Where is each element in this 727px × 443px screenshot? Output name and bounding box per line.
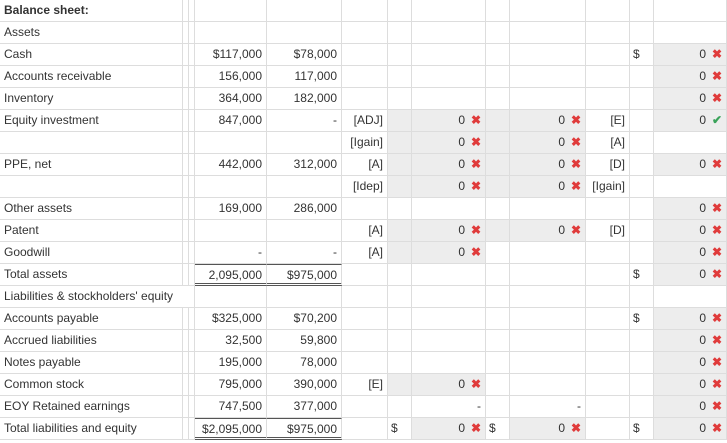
check-icon: ✔ (712, 113, 723, 127)
dollar-sign: $ (630, 264, 654, 286)
cross-icon: ✖ (712, 91, 723, 105)
cross-icon: ✖ (712, 421, 723, 435)
cross-icon: ✖ (571, 179, 582, 193)
sheet-title: Balance sheet: (0, 0, 183, 22)
row-label: Patent (0, 220, 183, 242)
sub-value: 390,000 (267, 374, 342, 396)
row-ppe (0, 154, 727, 176)
parent-value: $117,000 (195, 44, 267, 66)
consolidated-input[interactable]: 0 ✖ (654, 44, 727, 66)
consolidated-input[interactable]: 0 ✔ (654, 110, 727, 132)
sub-value: 286,000 (267, 198, 342, 220)
credit-ref-dropdown[interactable]: [D] (586, 220, 630, 242)
debit-input[interactable]: 0 ✖ (412, 374, 486, 396)
consolidated-input[interactable]: 0 ✖ (654, 374, 727, 396)
cross-icon: ✖ (571, 113, 582, 127)
dollar-sign: $ (630, 418, 654, 440)
consolidated-total-input[interactable]: 0 ✖ (654, 418, 727, 440)
row-total-liabilities-equity (0, 418, 727, 443)
parent-total: $2,095,000 (195, 418, 267, 440)
debit-input[interactable]: 0 ✖ (412, 154, 486, 176)
parent-value: 747,500 (195, 396, 267, 418)
row-idep (0, 176, 727, 198)
sub-value: 78,000 (267, 352, 342, 374)
row-patent (0, 220, 727, 242)
parent-value: - (195, 242, 267, 264)
debit-input[interactable]: 0 ✖ (412, 110, 486, 132)
credit-ref-dropdown[interactable]: [Igain] (586, 176, 630, 198)
debit-ref-dropdown[interactable]: [A] (342, 154, 388, 176)
row-label: EOY Retained earnings (0, 396, 183, 418)
cross-icon: ✖ (571, 135, 582, 149)
row-accounts-receivable (0, 66, 727, 88)
row-equity-investment (0, 110, 727, 132)
title-row (0, 0, 727, 22)
cross-icon: ✖ (712, 399, 723, 413)
debit-ref-dropdown[interactable]: [Igain] (342, 132, 388, 154)
row-inventory (0, 88, 727, 110)
cross-icon: ✖ (471, 157, 482, 171)
sub-value: $78,000 (267, 44, 342, 66)
cross-icon: ✖ (712, 377, 723, 391)
cross-icon: ✖ (712, 245, 723, 259)
credit-total-input[interactable]: 0 ✖ (510, 418, 586, 440)
cross-icon: ✖ (571, 223, 582, 237)
cross-icon: ✖ (712, 47, 723, 61)
cross-icon: ✖ (471, 421, 482, 435)
sub-value: $70,200 (267, 308, 342, 330)
row-label: Goodwill (0, 242, 183, 264)
parent-value: 795,000 (195, 374, 267, 396)
cross-icon: ✖ (712, 201, 723, 215)
cross-icon: ✖ (471, 245, 482, 259)
consolidated-input[interactable]: 0 ✖ (654, 308, 727, 330)
consolidated-input[interactable]: 0 ✖ (654, 242, 727, 264)
parent-value: 364,000 (195, 88, 267, 110)
row-label: Common stock (0, 374, 183, 396)
parent-value: 169,000 (195, 198, 267, 220)
consolidated-total-input[interactable]: 0 ✖ (654, 264, 727, 286)
credit-input[interactable]: 0 ✖ (510, 176, 586, 198)
debit-ref-dropdown[interactable]: [A] (342, 220, 388, 242)
credit-value: - (510, 396, 586, 418)
cross-icon: ✖ (471, 223, 482, 237)
consolidated-input[interactable]: 0 ✖ (654, 330, 727, 352)
row-other-assets (0, 198, 727, 220)
cross-icon: ✖ (712, 333, 723, 347)
sub-total: $975,000 (267, 264, 342, 286)
parent-value: 32,500 (195, 330, 267, 352)
sub-total: $975,000 (267, 418, 342, 440)
credit-input[interactable]: 0 ✖ (510, 132, 586, 154)
sub-value: - (267, 242, 342, 264)
credit-input[interactable]: 0 ✖ (510, 110, 586, 132)
row-igain (0, 132, 727, 154)
row-label: Accrued liabilities (0, 330, 183, 352)
cross-icon: ✖ (712, 311, 723, 325)
row-common-stock (0, 374, 727, 396)
credit-input[interactable]: 0 ✖ (510, 154, 586, 176)
dollar-sign: $ (388, 418, 412, 440)
debit-ref-dropdown[interactable]: [Idep] (342, 176, 388, 198)
row-accrued-liabilities (0, 330, 727, 352)
sub-value: 182,000 (267, 88, 342, 110)
cross-icon: ✖ (712, 223, 723, 237)
sub-value: - (267, 110, 342, 132)
parent-value: $325,000 (195, 308, 267, 330)
row-eoy-retained-earnings (0, 396, 727, 418)
row-label: Notes payable (0, 352, 183, 374)
row-notes-payable (0, 352, 727, 374)
credit-ref-dropdown[interactable]: [D] (586, 154, 630, 176)
row-accounts-payable (0, 308, 727, 330)
cross-icon: ✖ (571, 157, 582, 171)
assets-header-row (0, 22, 727, 44)
credit-input[interactable]: 0 ✖ (510, 220, 586, 242)
consolidated-input[interactable]: 0 ✖ (654, 396, 727, 418)
debit-input[interactable]: 0 ✖ (412, 220, 486, 242)
consolidated-input[interactable]: 0 ✖ (654, 88, 727, 110)
row-label: Equity investment (0, 110, 183, 132)
row-label: PPE, net (0, 154, 183, 176)
liabilities-header: Liabilities & stockholders' equity (0, 286, 195, 308)
sub-value: 117,000 (267, 66, 342, 88)
cross-icon: ✖ (471, 377, 482, 391)
debit-value: - (412, 396, 486, 418)
cross-icon: ✖ (712, 157, 723, 171)
row-goodwill (0, 242, 727, 264)
parent-value: 156,000 (195, 66, 267, 88)
row-label: Inventory (0, 88, 183, 110)
debit-ref-dropdown[interactable]: [ADJ] (342, 110, 388, 132)
parent-value: 847,000 (195, 110, 267, 132)
cross-icon: ✖ (712, 355, 723, 369)
credit-ref-dropdown[interactable]: [A] (586, 132, 630, 154)
cross-icon: ✖ (712, 69, 723, 83)
consolidated-input[interactable]: 0 ✖ (654, 154, 727, 176)
row-label: Accounts receivable (0, 66, 183, 88)
cross-icon: ✖ (471, 113, 482, 127)
consolidated-input[interactable]: 0 ✖ (654, 198, 727, 220)
cross-icon: ✖ (712, 267, 723, 281)
consolidated-input[interactable]: 0 ✖ (654, 66, 727, 88)
debit-ref-dropdown[interactable]: [E] (342, 374, 388, 396)
debit-input[interactable]: 0 ✖ (412, 176, 486, 198)
debit-total-input[interactable]: 0 ✖ (412, 418, 486, 440)
cross-icon: ✖ (571, 421, 582, 435)
parent-total: 2,095,000 (195, 264, 267, 286)
cross-icon: ✖ (471, 179, 482, 193)
cross-icon: ✖ (471, 135, 482, 149)
parent-value: 442,000 (195, 154, 267, 176)
row-label: Cash (0, 44, 183, 66)
consolidated-input[interactable]: 0 ✖ (654, 352, 727, 374)
debit-input[interactable]: 0 ✖ (412, 132, 486, 154)
row-label: Total liabilities and equity (0, 418, 183, 440)
row-label: Accounts payable (0, 308, 183, 330)
dollar-sign: $ (630, 308, 654, 330)
sub-value: 59,800 (267, 330, 342, 352)
row-cash (0, 44, 727, 66)
debit-ref-dropdown[interactable]: [A] (342, 242, 388, 264)
parent-value: 195,000 (195, 352, 267, 374)
row-label: Other assets (0, 198, 183, 220)
sub-value: 312,000 (267, 154, 342, 176)
dollar-sign: $ (630, 44, 654, 66)
consolidated-input[interactable]: 0 ✖ (654, 220, 727, 242)
debit-input[interactable]: 0 ✖ (412, 242, 486, 264)
liabilities-header-row (0, 286, 727, 308)
row-total-assets (0, 264, 727, 286)
assets-header: Assets (0, 22, 183, 44)
credit-ref-dropdown[interactable]: [E] (586, 110, 630, 132)
dollar-sign: $ (486, 418, 510, 440)
row-label: Total assets (0, 264, 183, 286)
sub-value: 377,000 (267, 396, 342, 418)
